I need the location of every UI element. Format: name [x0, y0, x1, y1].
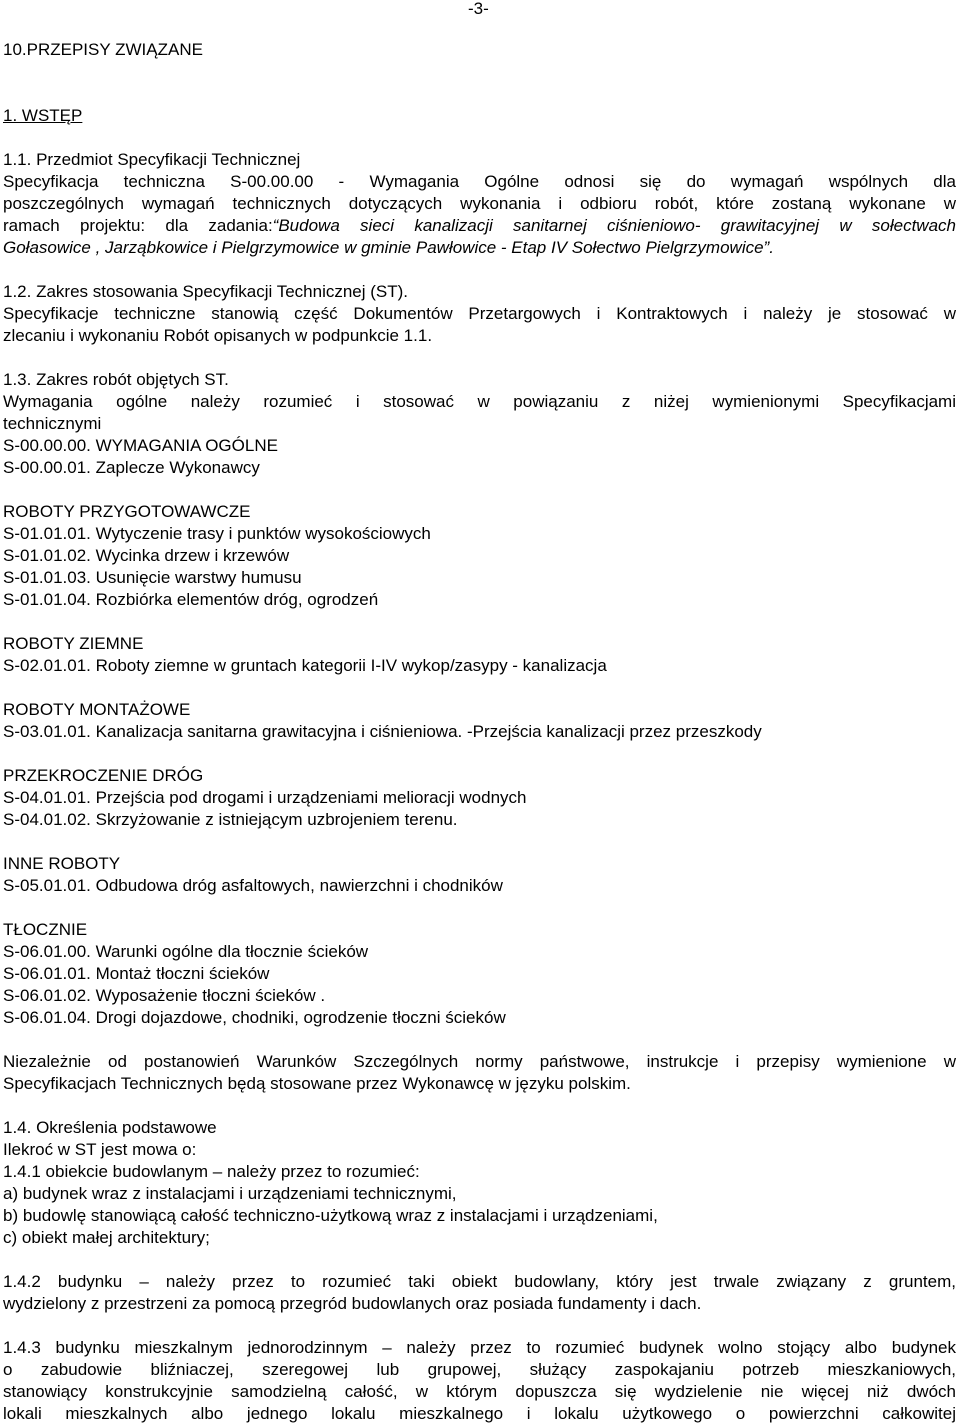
- group-title: ROBOTY MONTAŻOWE: [3, 700, 191, 719]
- definition-line: a) budynek wraz z instalacjami i urządzeniami technicznymi,: [3, 1184, 457, 1203]
- spec-item: S-06.01.02. Wyposażenie tłoczni ścieków .: [3, 986, 326, 1005]
- subheading-1-1: 1.1. Przedmiot Specyfikacji Technicznej: [3, 150, 301, 169]
- spec-item: S-04.01.01. Przejścia pod drogami i urządzeniami melioracji wodnych: [3, 788, 527, 807]
- paragraph-line: zlecaniu i wykonaniu Robót opisanych w podpunkcie 1.1.: [3, 326, 433, 345]
- spec-item: S-00.00.01. Zaplecze Wykonawcy: [3, 458, 260, 477]
- spec-item: S-06.01.00. Warunki ogólne dla tłocznie ścieków: [3, 942, 369, 961]
- spec-item: S-05.01.01. Odbudowa dróg asfaltowych, nawierzchni i chodników: [3, 876, 503, 895]
- spec-item: S-06.01.01. Montaż tłoczni ścieków: [3, 964, 270, 983]
- definition-line: wydzielony z przestrzeni za pomocą przegród budowlanych oraz posiada fundamenty i dach.: [3, 1294, 702, 1313]
- definition-line: 1.4.2 budynku – należy przez to rozumieć taki obiekt budowlany, który jest trwale związany z gruntem,: [3, 1272, 956, 1291]
- subheading-1-3: 1.3. Zakres robót objętych ST.: [3, 370, 229, 389]
- section-heading: 10.PRZEPISY ZWIĄZANE: [3, 40, 203, 59]
- spec-item: S-01.01.02. Wycinka drzew i krzewów: [3, 546, 290, 565]
- subheading-1-2: 1.2. Zakres stosowania Specyfikacji Technicznej (ST).: [3, 282, 409, 301]
- paragraph-line: Specyfikacjach Technicznych będą stosowane przez Wykonawcę w języku polskim.: [3, 1074, 631, 1093]
- group-title: ROBOTY PRZYGOTOWAWCZE: [3, 502, 251, 521]
- paragraph-text: ramach projektu: dla zadania:: [3, 216, 273, 235]
- spec-item: S-03.01.01. Kanalizacja sanitarna grawitacyjna i ciśnieniowa. -Przejścia kanalizacji przez przeszkody: [3, 722, 762, 741]
- paragraph-line: poszczególnych wymagań technicznych dotyczących wykonania i odbioru robót, które zostaną wykonane w: [3, 194, 956, 213]
- group-title: INNE ROBOTY: [3, 854, 121, 873]
- intro-heading: 1. WSTĘP: [3, 106, 83, 125]
- spec-item: S-06.01.04. Drogi dojazdowe, chodniki, ogrodzenie tłoczni ścieków: [3, 1008, 506, 1027]
- subheading-1-4: 1.4. Określenia podstawowe: [3, 1118, 217, 1137]
- spec-item: S-04.01.02. Skrzyżowanie z istniejącym uzbrojeniem terenu.: [3, 810, 458, 829]
- group-title: ROBOTY ZIEMNE: [3, 634, 144, 653]
- paragraph-line: Ilekroć w ST jest mowa o:: [3, 1140, 197, 1159]
- paragraph-line: Wymagania ogólne należy rozumieć i stosować w powiązaniu z niżej wymienionymi Specyfikacjami: [3, 392, 956, 411]
- paragraph-line: [3, 237, 956, 259]
- definition-line: stanowiący konstrukcyjnie samodzielną całość, w którym dopuszcza się wydzielenie nie więcej niż dwóch: [3, 1382, 956, 1401]
- definition-line: o zabudowie bliźniaczej, szeregowej lub grupowej, służący zaspokajaniu potrzeb mieszkaniowych,: [3, 1360, 956, 1379]
- definition-line: c) obiekt małej architektury;: [3, 1228, 210, 1247]
- paragraph-line: [3, 215, 956, 237]
- spec-item: S-02.01.01. Roboty ziemne w gruntach kategorii I-IV wykop/zasypy - kanalizacja: [3, 656, 607, 675]
- project-title-text: Gołasowice , Jarząbkowice i Pielgrzymowice w gminie Pawłowice - Etap IV Sołectwo Pielgrzymowice”.: [3, 238, 774, 257]
- page-number: -3-: [468, 0, 489, 18]
- definition-line: 1.4.3 budynku mieszkalnym jednorodzinnym – należy przez to rozumieć budynek wolno stojący albo budynek: [3, 1338, 956, 1357]
- spec-item: S-00.00.00. WYMAGANIA OGÓLNE: [3, 436, 278, 455]
- paragraph-line: Specyfikacje techniczne stanowią część Dokumentów Przetargowych i Kontraktowych i należy je stosować w: [3, 304, 956, 323]
- spec-item: S-01.01.01. Wytyczenie trasy i punktów wysokościowych: [3, 524, 431, 543]
- group-title: TŁOCZNIE: [3, 920, 88, 939]
- paragraph-line: Specyfikacja techniczna S-00.00.00 - Wymagania Ogólne odnosi się do wymagań wspólnych dla: [3, 172, 956, 191]
- paragraph-line: Niezależnie od postanowień Warunków Szczególnych normy państwowe, instrukcje i przepisy wymienione w: [3, 1052, 956, 1071]
- document-body: [3, 39, 956, 1425]
- definition-line: b) budowlę stanowiącą całość techniczno-użytkową wraz z instalacjami i urządzeniami,: [3, 1206, 658, 1225]
- group-title: PRZEKROCZENIE DRÓG: [3, 766, 204, 785]
- spec-item: S-01.01.03. Usunięcie warstwy humusu: [3, 568, 302, 587]
- definition-line: 1.4.1 obiekcie budowlanym – należy przez to rozumieć:: [3, 1162, 420, 1181]
- spec-item: S-01.01.04. Rozbiórka elementów dróg, ogrodzeń: [3, 590, 379, 609]
- paragraph-line: technicznymi: [3, 414, 102, 433]
- definition-line: lokali mieszkalnych albo jednego lokalu mieszkalnego i lokalu użytkowego o powierzchni całkowitej: [3, 1404, 956, 1423]
- project-title-text: “Budowa sieci kanalizacji sanitarnej ciśnieniowo- grawitacyjnej w sołectwach: [272, 216, 956, 235]
